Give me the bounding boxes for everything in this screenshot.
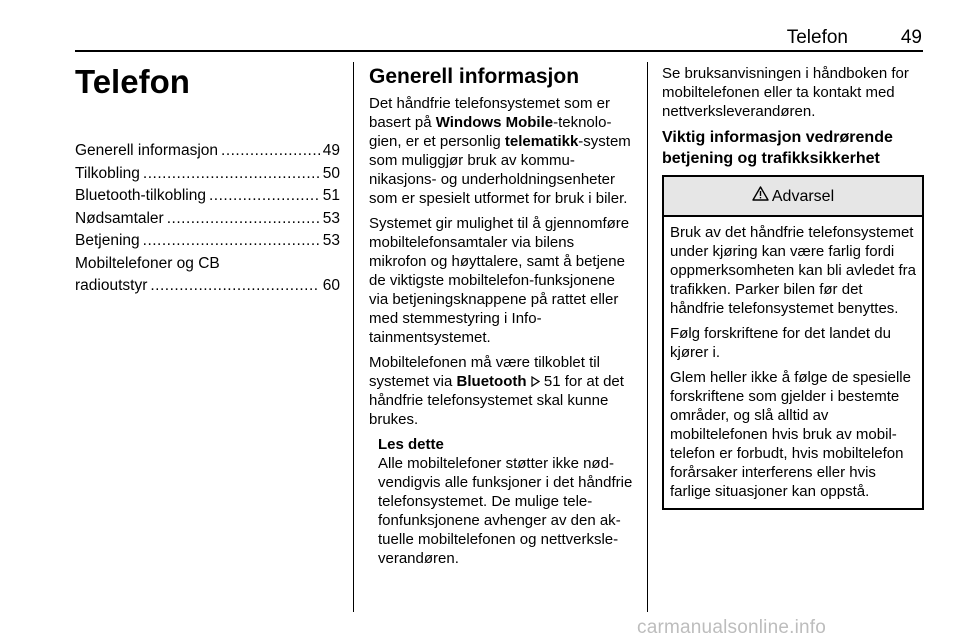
note-box xyxy=(369,435,635,568)
table-of-contents xyxy=(75,140,340,298)
warning-box xyxy=(662,175,924,510)
toc-page: 51 xyxy=(322,187,340,204)
toc-item-tilkobling[interactable] xyxy=(75,163,340,186)
warning-paragraph: Bruk av det håndfrie telefonsystemet under kjøring kan være farlig fordi oppmerksomheten kan bli avledet fra trafikken. Parker bilen før det håndfrie telefonsystemet benyttes. xyxy=(670,224,916,317)
note-title: Les dette xyxy=(378,436,444,453)
cross-reference-page[interactable]: 51 xyxy=(543,373,561,390)
windows-mobile-term: Windows Mobile xyxy=(435,114,554,131)
toc-item-bluetooth-tilkobling[interactable] xyxy=(75,185,340,208)
header-rule xyxy=(75,50,923,52)
manual-reference-paragraph: Se bruksanvisningen i håndboken for mobiltelefonen eller ta kontakt med nettverksleverandøren. xyxy=(662,65,909,120)
column-rule-right xyxy=(647,62,648,612)
toc-item-nodsamtaler[interactable] xyxy=(75,208,340,231)
warning-title: Advarsel xyxy=(771,187,835,205)
page-number: 49 xyxy=(900,27,922,48)
warning-header xyxy=(664,177,922,217)
bluetooth-term: Bluetooth xyxy=(456,373,527,390)
intro-paragraph: Det håndfrie telefonsystemet som er basert på Windows Mobile-teknologien, er et personlig telematikk-system som muliggjør bruk av kommunikasjons- og underholdningsenheter som er spesielt utformet for bruk i biler. xyxy=(369,95,631,207)
bluetooth-paragraph: Mobiltelefonen må være tilkoblet til systemet via Bluetooth 51 for at det håndfrie telefonsystemet skal kunne brukes. xyxy=(369,354,624,428)
toc-page: 49 xyxy=(322,142,340,159)
general-info-column xyxy=(369,64,635,568)
toc-label: Betjening xyxy=(75,232,140,249)
toc-label: Tilkobling xyxy=(75,164,140,182)
section-heading: Generell informasjon xyxy=(369,65,580,88)
note-text: Alle mobiltelefoner støtter ikke nødvendigvis alle funksjoner i det håndfrie telefonsystemet. De mulige telefonfunksjonene avhenger av den aktuelle mobiltelefonen og nettverksleverandøren. xyxy=(378,455,633,567)
toc-label: Generell informasjon xyxy=(75,142,219,159)
toc-item-generell-informasjon[interactable] xyxy=(75,140,340,163)
toc-label-continued: radioutstyr xyxy=(75,277,148,294)
warning-triangle-icon xyxy=(752,186,772,206)
toc-label: Bluetooth-tilkobling xyxy=(75,187,206,204)
running-header-title: Telefon xyxy=(786,27,848,48)
safety-heading: Viktig informasjon vedrørende betjening og trafikksikkerhet xyxy=(662,129,893,167)
footer-watermark: carmanualsonline.info xyxy=(637,617,827,638)
warning-paragraph: Følg forskriftene for det landet du kjører i. xyxy=(670,325,891,361)
safety-column xyxy=(662,64,924,510)
toc-label: Nødsamtaler xyxy=(75,209,164,227)
column-rule-left xyxy=(353,62,354,612)
chapter-column xyxy=(75,64,340,298)
toc-item-mobiltelefoner-og-cb[interactable] xyxy=(75,253,340,298)
warning-paragraph: Glem heller ikke å følge de spesielle forskriftene som gjelder i bestemte områder, og slå alltid av mobiltelefonen hvis bruk av mobiltelefon er forbudt, hvis mobiltelefon forårsaker interferens eller hvis farlige situasjoner kan oppstå. xyxy=(670,369,911,500)
reference-arrow-icon[interactable] xyxy=(531,373,540,390)
toc-page: 60 xyxy=(322,277,340,294)
toc-page: 53 xyxy=(322,209,340,227)
telematikk-term: telematikk xyxy=(504,133,579,150)
chapter-title: Telefon xyxy=(75,63,190,100)
toc-page: 53 xyxy=(322,232,340,249)
warning-body xyxy=(664,217,922,508)
features-paragraph: Systemet gir mulighet til å gjennomføre mobiltelefonsamtaler via bilens mikrofon og høyttalere, samt å betjene de viktigste mobiltelefon-funksjonene via betjeningsknappene på rattet eller med stemmestyring i Infotainmentsystemet. xyxy=(369,215,630,346)
toc-item-betjening[interactable] xyxy=(75,230,340,253)
toc-label: Mobiltelefoner og CB xyxy=(75,254,220,272)
toc-page: 50 xyxy=(322,164,340,182)
